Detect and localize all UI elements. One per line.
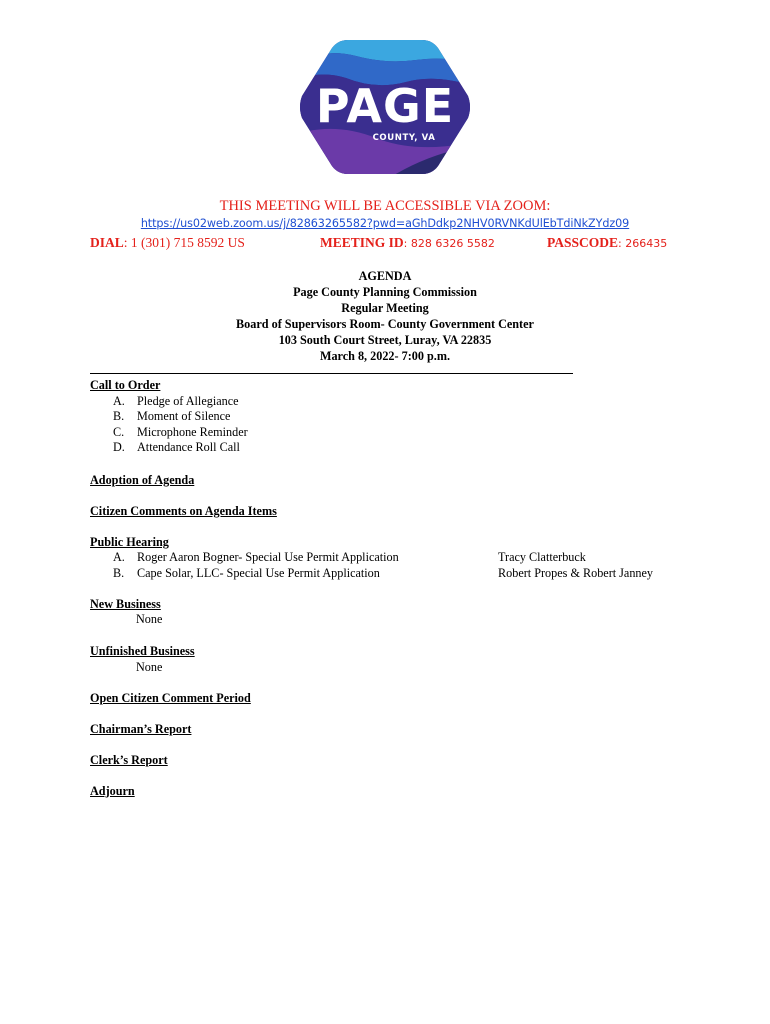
section-call-to-order: Call to Order xyxy=(90,378,161,392)
passcode-label: PASSCODE xyxy=(547,235,619,250)
presenter-name: Tracy Clatterbuck xyxy=(498,550,586,564)
meeting-id-value: : 828 6326 5582 xyxy=(403,237,495,250)
logo-word: PAGE xyxy=(315,79,455,133)
zoom-accessible-text: THIS MEETING WILL BE ACCESSIBLE VIA ZOOM: xyxy=(219,198,551,214)
agenda-header xyxy=(0,268,770,364)
passcode-value: : 266435 xyxy=(618,237,668,250)
section-chairmans-report: Chairman’s Report xyxy=(90,722,192,736)
list-item: A. Roger Aaron Bogner- Special Use Permit Application xyxy=(113,550,399,564)
meeting-id-info xyxy=(320,235,495,251)
dial-row xyxy=(90,235,680,253)
list-item: A. Pledge of Allegiance xyxy=(113,394,239,408)
presenter-name: Robert Propes & Robert Janney xyxy=(498,566,654,580)
unfinished-business-value: None xyxy=(136,660,163,674)
page-county-logo xyxy=(296,34,474,180)
meeting-room: Board of Supervisors Room- County Government Center xyxy=(236,317,534,331)
zoom-url-link[interactable]: https://us02web.zoom.us/j/82863265582?pwd=aGhDdkp2NHV0RVNKdUlEbTdiNkZYdz09 xyxy=(140,217,630,230)
section-adjourn: Adjourn xyxy=(90,784,135,798)
dial-value: : 1 (301) 715 8592 US xyxy=(123,235,245,250)
logo-subtitle: COUNTY, VA xyxy=(372,133,436,143)
list-item: C. Microphone Reminder xyxy=(113,425,248,439)
passcode-info xyxy=(547,235,667,251)
section-unfinished-business: Unfinished Business xyxy=(90,644,195,658)
meeting-address: 103 South Court Street, Luray, VA 22835 xyxy=(278,333,492,347)
list-item: B. Moment of Silence xyxy=(113,409,231,423)
dial-label: DIAL xyxy=(90,235,124,250)
section-open-comment: Open Citizen Comment Period xyxy=(90,691,251,705)
section-clerks-report: Clerk’s Report xyxy=(90,753,168,767)
section-new-business: New Business xyxy=(90,597,161,611)
new-business-value: None xyxy=(136,612,163,626)
section-adoption-of-agenda: Adoption of Agenda xyxy=(90,473,195,487)
meeting-id-label: MEETING ID xyxy=(320,235,404,250)
agenda-title: AGENDA xyxy=(358,269,412,283)
section-public-hearing: Public Hearing xyxy=(90,535,169,549)
dial-info xyxy=(90,235,245,251)
commission-name: Page County Planning Commission xyxy=(293,285,477,299)
meeting-date: March 8, 2022- 7:00 p.m. xyxy=(319,349,451,363)
meeting-type: Regular Meeting xyxy=(341,301,429,315)
divider-rule xyxy=(90,373,573,374)
list-item: B. Cape Solar, LLC- Special Use Permit Application xyxy=(113,566,380,580)
section-citizen-comments: Citizen Comments on Agenda Items xyxy=(90,504,277,518)
list-item: D. Attendance Roll Call xyxy=(113,440,240,454)
